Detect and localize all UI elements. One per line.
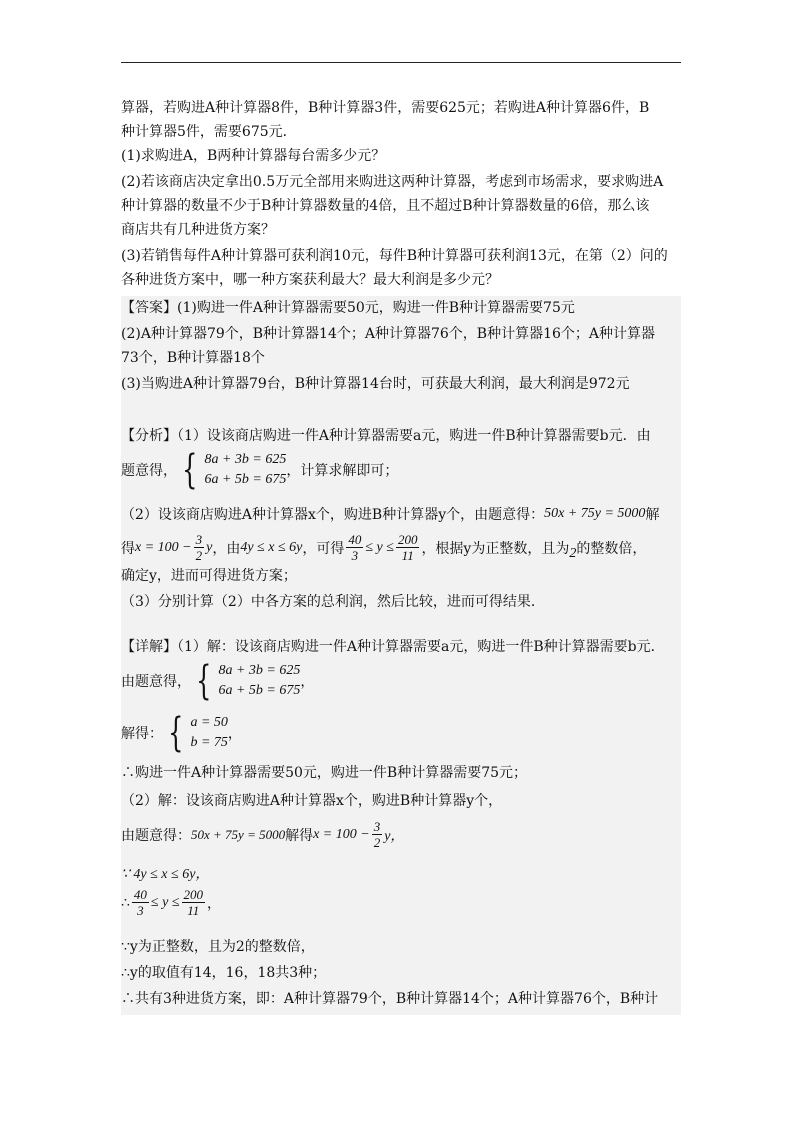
detail-block	[121, 625, 681, 1015]
analysis-line-6: （3）分别计算（2）中各方案的总利润，然后比较，进而可得结果．	[121, 594, 545, 610]
system-equation-1: 8a + 3b = 625	[204, 452, 287, 467]
system-equation-2: 6a + 5b = 675	[218, 683, 301, 698]
fraction-numerator: 40	[133, 887, 147, 902]
header-rule	[121, 62, 681, 63]
equation-50x-75y: 50x + 75y = 5000	[191, 826, 286, 842]
solution-b: b = 75	[190, 735, 228, 750]
system-equation-2: 6a + 5b = 675	[204, 472, 287, 487]
analysis-text: ，根据y为正整数，且为	[421, 540, 570, 557]
fraction-denominator: 2	[373, 835, 381, 850]
detail-line-1: 【详解】（1）解：设该商店购进一件A种计算器需要a元，购进一件B种计算器需要b元．	[121, 639, 665, 655]
detail-system-suffix: ，	[300, 674, 315, 690]
fraction-200-over-11	[396, 532, 420, 563]
detail-solution-suffix: ，	[227, 726, 242, 742]
fraction-denominator: 2	[195, 548, 203, 563]
inequality-middle: ≤ y ≤	[150, 894, 180, 910]
variable-y: y，	[384, 828, 405, 844]
analysis-text: ，可得	[302, 540, 345, 557]
detail-solution-system	[121, 710, 242, 756]
detail-line-6	[121, 819, 404, 850]
therefore-symbol: ∴	[121, 894, 130, 911]
analysis-line-4-start: 得	[121, 540, 135, 557]
fraction-numerator: 200	[183, 887, 204, 902]
detail-line-5: （2）解：设该商店购进A种计算器x个，购进B种计算器y个，	[121, 793, 503, 809]
detail-text: ，	[207, 895, 222, 912]
detail-system-prefix: 由题意得，	[121, 674, 191, 690]
solution-a: a = 50	[190, 715, 228, 730]
fraction-numerator: 200	[397, 532, 418, 547]
fraction-40-over-3	[346, 532, 363, 563]
analysis-block	[121, 400, 681, 625]
detail-solution-prefix: 解得：	[121, 726, 163, 742]
answer-line-4: (3)当购进A种计算器79台，B种计算器14台时，可获最大利润，最大利润是972元	[121, 376, 630, 392]
analysis-line-5: 确定y，进而可得进货方案；	[121, 568, 297, 584]
fraction-numerator: 3	[195, 532, 203, 547]
analysis-system-prefix: 题意得，	[121, 463, 177, 479]
left-brace-symbol: {	[168, 710, 184, 756]
fraction-denominator: 3	[137, 903, 144, 918]
answer-line-1: 【答案】(1)购进一件A种计算器需要50元，购进一件B种计算器需要75元	[121, 300, 575, 316]
analysis-text: 的整数倍，	[576, 540, 647, 557]
analysis-line-3-text: （2）设该商店购进A种计算器x个，购进B种计算器y个，由题意得：	[121, 507, 545, 523]
detail-line-7: ∵ 4y ≤ x ≤ 6y，	[121, 867, 210, 882]
inequality: 4y ≤ x ≤ 6y	[240, 539, 303, 555]
question-part-2-line-1: (2)若该商店决定拿出0.5万元全部用来购进这两种计算器，考虑到市场需求，要求购进A	[121, 174, 664, 190]
expression-x: x = 100 −	[135, 539, 192, 555]
detail-line-10: ∴y的取值有14，16，18共3种；	[121, 965, 327, 981]
detail-line-11: ∴共有3种进货方案，即：A种计算器79个，B种计算器14个；A种计算器76个，B种计	[121, 991, 659, 1007]
analysis-equation-system	[121, 447, 399, 493]
left-brace-symbol: {	[196, 658, 212, 704]
answer-line-3: 73个，B种计算器18个	[121, 350, 265, 366]
question-part-3-line-2: 各种进货方案中，哪一种方案获利最大？最大利润是多少元？	[121, 272, 499, 288]
question-part-1: (1)求购进A，B两种计算器每台需多少元？	[121, 148, 386, 164]
fraction-3-over-2	[372, 819, 383, 850]
question-part-2-line-3: 商店共有几种进货方案？	[121, 222, 275, 238]
question-part-2-line-2: 种计算器的数量不少于B种计算器数量的4倍，且不超过B种计算器数量的6倍，那么该	[121, 198, 650, 214]
expression-x: x = 100 −	[313, 826, 370, 842]
analysis-line-3	[121, 504, 659, 524]
detail-text: 由题意得：	[121, 827, 191, 844]
fraction-denominator: 3	[351, 548, 359, 563]
answer-block	[121, 296, 681, 400]
question-block	[121, 98, 681, 298]
detail-line-4: ∴购进一件A种计算器需要50元，购进一件B种计算器需要75元；	[121, 765, 528, 781]
question-intro-line-1: 算器，若购进A种计算器8件，B种计算器3件，需要625元；若购进A种计算器6件，B	[121, 100, 650, 116]
answer-line-2: (2)A种计算器79个，B种计算器14个；A种计算器76个，B种计算器16个；A种计算器	[121, 326, 655, 342]
fraction-3-over-2	[194, 532, 205, 563]
detail-line-9: ∵y为正整数，且为2的整数倍，	[121, 939, 315, 955]
detail-equation-system	[121, 658, 315, 704]
fraction-40-over-3	[132, 887, 149, 918]
number-two: 2	[569, 545, 577, 561]
inequality-middle: ≤ y ≤	[365, 539, 394, 555]
detail-line-8	[121, 887, 221, 918]
variable-y: y	[206, 539, 213, 555]
analysis-line-1: 【分析】（1）设该商店购进一件A种计算器需要a元，购进一件B种计算器需要b元．由	[121, 428, 651, 444]
analysis-line-3-suffix: 解	[645, 507, 660, 523]
fraction-numerator: 40	[348, 532, 362, 547]
left-brace-symbol: {	[182, 447, 198, 493]
analysis-system-suffix: ，计算求解即可；	[286, 463, 399, 479]
question-intro-line-2: 种计算器5件，需要675元．	[121, 124, 297, 140]
fraction-numerator: 3	[373, 819, 381, 834]
analysis-text: ，由	[212, 540, 241, 557]
fraction-denominator: 11	[187, 903, 200, 918]
system-equation-1: 8a + 3b = 625	[218, 663, 301, 678]
fraction-denominator: 11	[401, 548, 414, 563]
fraction-200-over-11	[182, 887, 206, 918]
equation-50x-75y: 50x + 75y = 5000	[544, 506, 646, 521]
detail-text: 解得	[285, 827, 314, 844]
question-part-3-line-1: (3)若销售每件A种计算器可获利润10元，每件B种计算器可获利润13元，在第（2）问的	[121, 248, 668, 264]
analysis-line-4	[121, 532, 646, 563]
